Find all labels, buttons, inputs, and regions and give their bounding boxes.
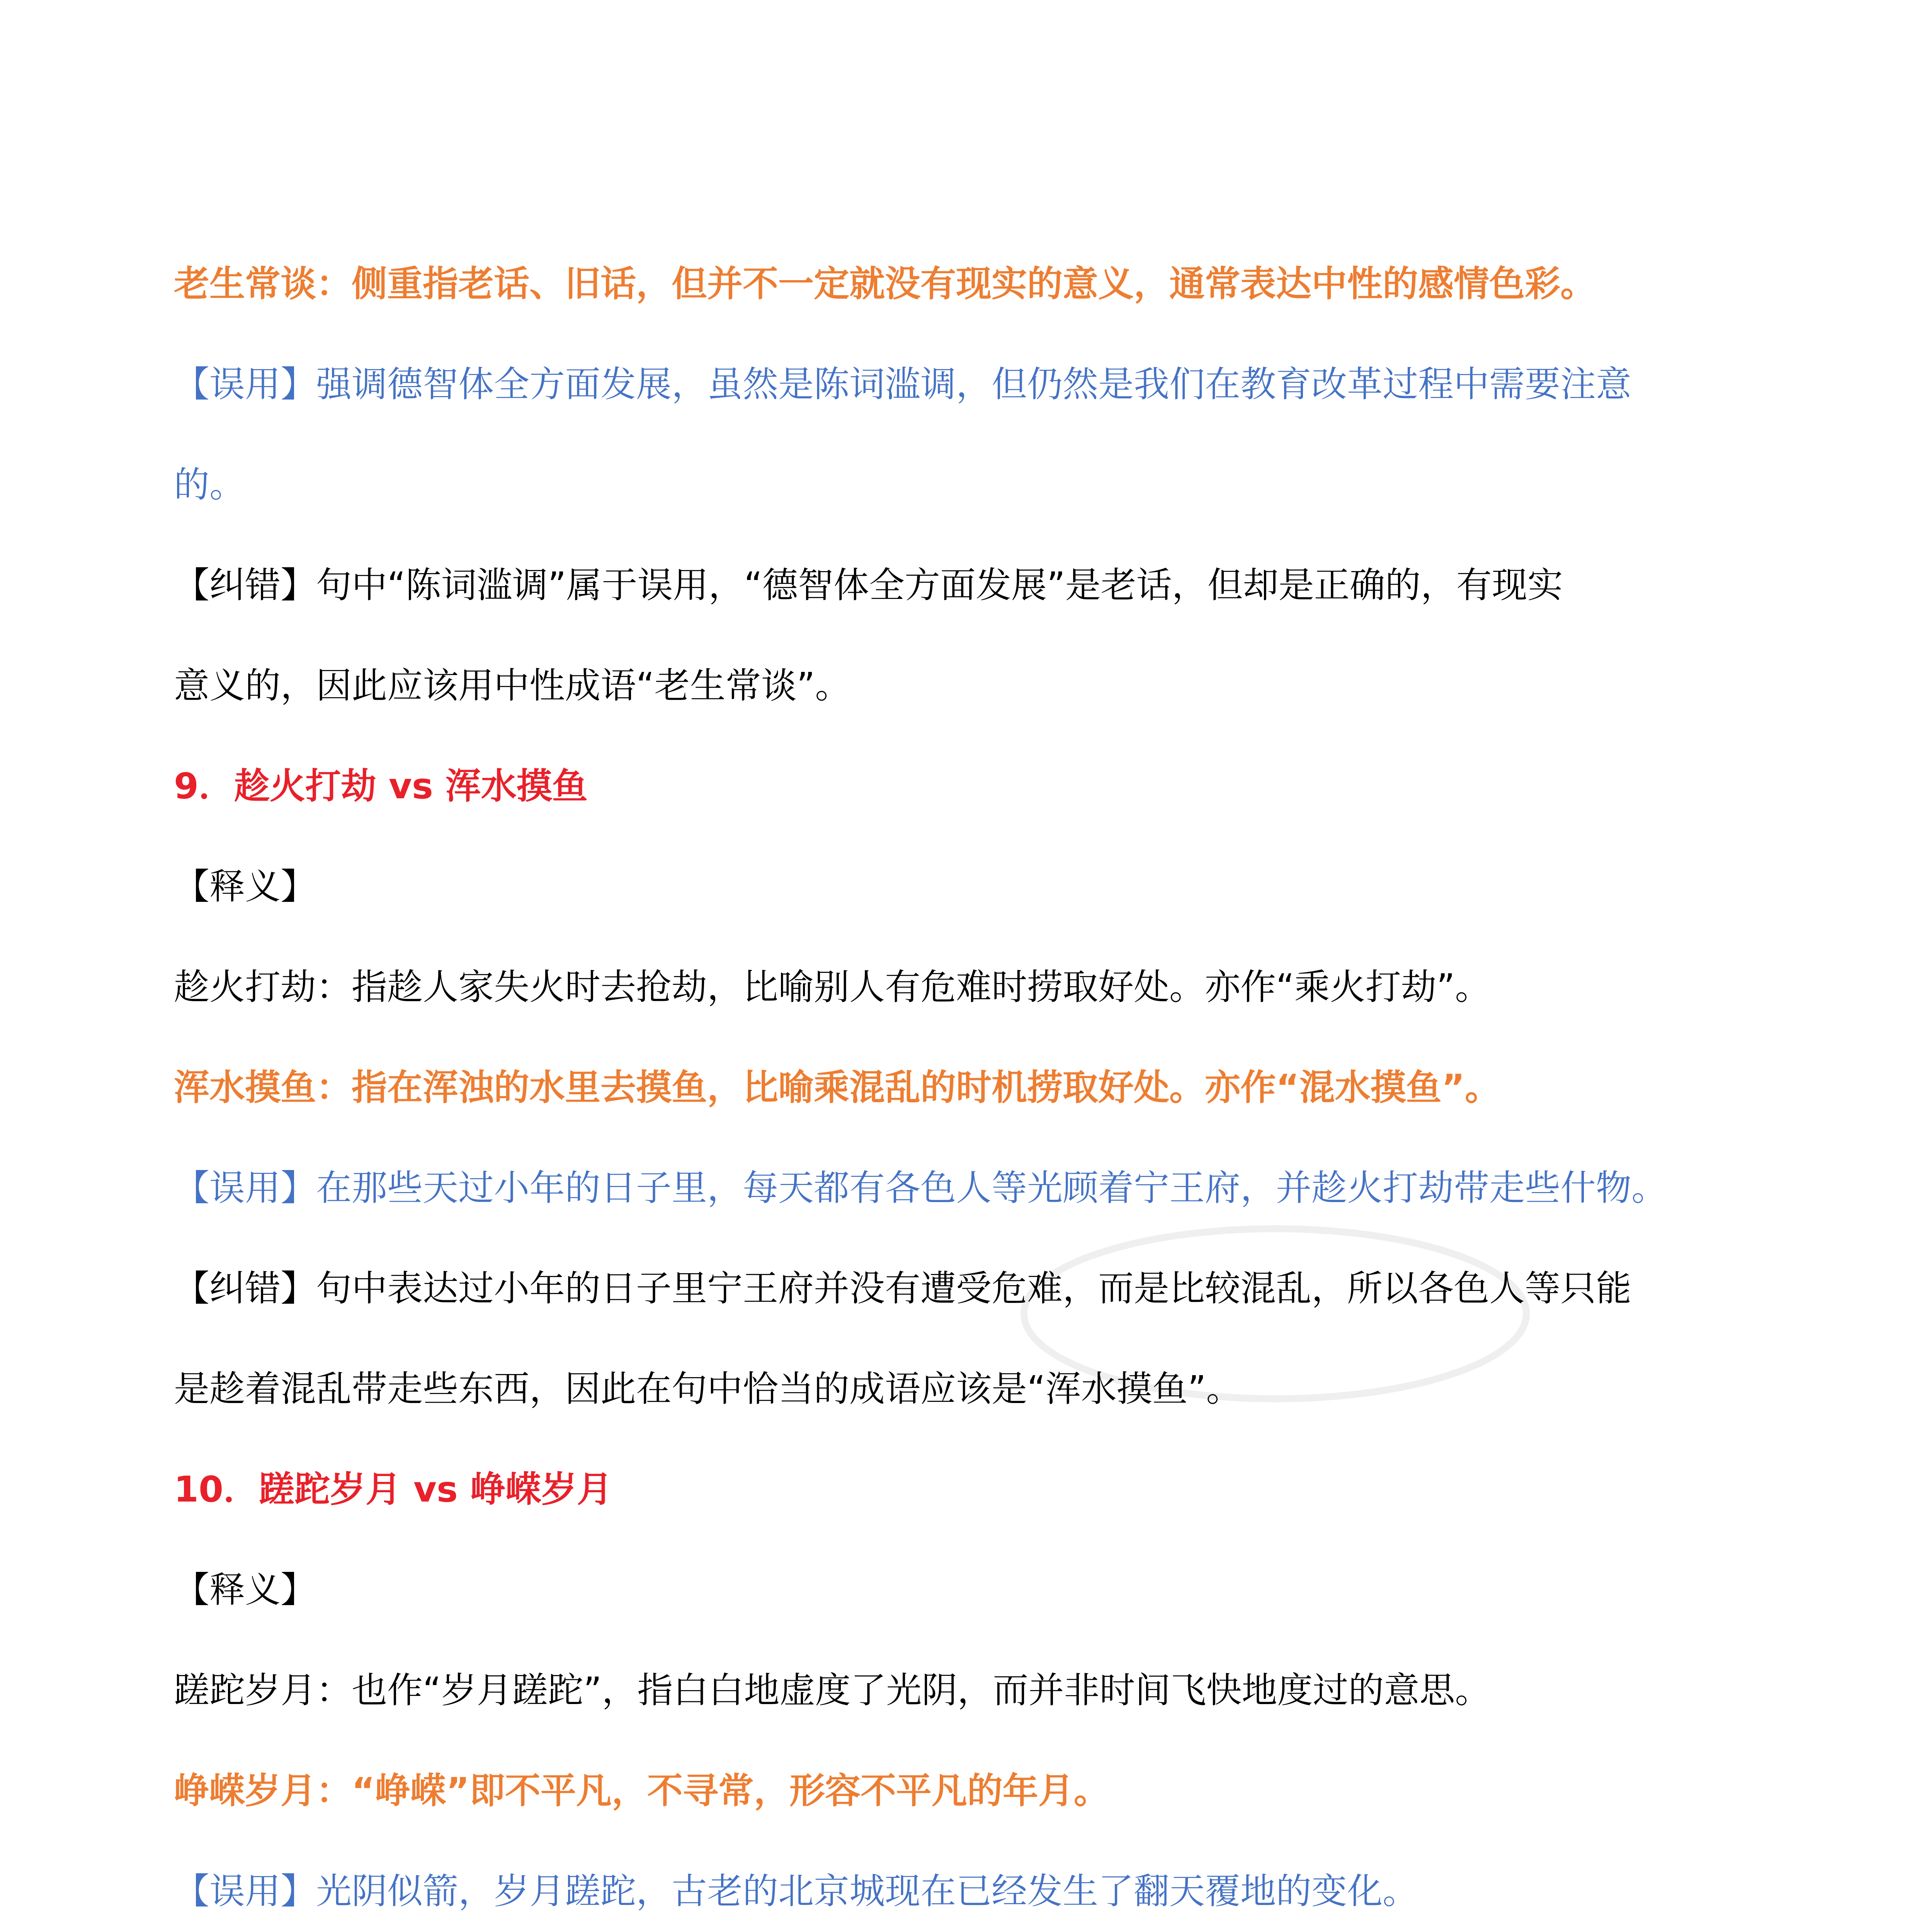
correction-sentence: 【纠错】句中表达过小年的日子里宁王府并没有遭受危难，而是比较混乱，所以各色人等只能 bbox=[174, 1268, 1632, 1309]
misuse-sentence: 【误用】强调德智体全方面发展，虽然是陈词滥调，但仍然是我们在教育改革过程中需要注意 bbox=[174, 364, 1632, 405]
definition-laoshengchangtan: 老生常谈：侧重指老话、旧话，但并不一定就没有现实的意义，通常表达中性的感情色彩。 bbox=[174, 263, 1596, 304]
misuse-sentence-continued: 的。 bbox=[174, 464, 245, 505]
definition-zhengrongsuiyue: 峥嵘岁月：“峥嵘”即不平凡，不寻常，形容不平凡的年月。 bbox=[174, 1770, 1109, 1811]
correction-sentence-continued: 是趁着混乱带走些东西，因此在句中恰当的成语应该是“浑水摸鱼”。 bbox=[174, 1368, 1242, 1410]
correction-sentence-continued: 意义的，因此应该用中性成语“老生常谈”。 bbox=[174, 665, 851, 706]
definition-chenhuodajie: 趁火打劫：指趁人家失火时去抢劫，比喻别人有危难时捞取好处。亦作“乘火打劫”。 bbox=[174, 966, 1491, 1008]
definition-hunshuimoyu: 浑水摸鱼：指在浑浊的水里去摸鱼，比喻乘混乱的时机捞取好处。亦作“混水摸鱼”。 bbox=[174, 1067, 1500, 1108]
definition-label: 【释义】 bbox=[174, 1569, 316, 1611]
section-heading-9: 9．趁火打劫 vs 浑水摸鱼 bbox=[174, 765, 588, 807]
misuse-sentence: 【误用】在那些天过小年的日子里，每天都有各色人等光顾着宁王府，并趁火打劫带走些什物。 bbox=[174, 1167, 1667, 1209]
section-heading-10: 10．蹉跎岁月 vs 峥嵘岁月 bbox=[174, 1469, 612, 1510]
correction-sentence: 【纠错】句中“陈词滥调”属于误用，“德智体全方面发展”是老话，但却是正确的，有现实 bbox=[174, 565, 1563, 606]
definition-cuotuosuiyue: 蹉跎岁月：也作“岁月蹉跎”，指白白地虚度了光阴，而并非时间飞快地度过的意思。 bbox=[174, 1670, 1491, 1711]
misuse-sentence: 【误用】光阴似箭，岁月蹉跎，古老的北京城现在已经发生了翻天覆地的变化。 bbox=[174, 1871, 1419, 1912]
definition-label: 【释义】 bbox=[174, 866, 316, 907]
